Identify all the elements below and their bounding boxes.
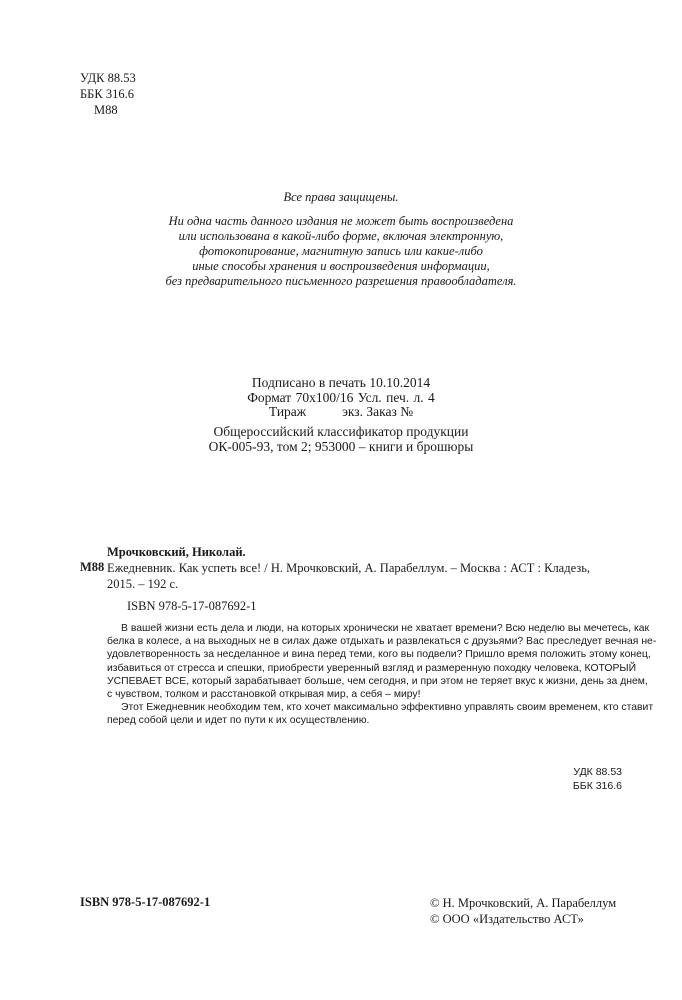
rights-line: фотокопирование, магнитную запись или какие-либо bbox=[199, 244, 483, 258]
author-mark: М88 bbox=[94, 103, 118, 117]
catalog-marker: М88 bbox=[80, 560, 105, 574]
annotation-line: удовлетворенность за несделанное и вина перед теми, кого вы подвели? Пришло время положить этому конец, bbox=[107, 649, 651, 661]
rights-line: или использована в какой-либо форме, включая электронную, bbox=[178, 229, 504, 243]
catalog-author: Мрочковский, Николай. bbox=[107, 545, 246, 559]
rights-notice bbox=[0, 190, 682, 289]
udk-code: УДК 88.53 bbox=[573, 766, 622, 778]
annotation bbox=[107, 622, 657, 728]
annotation-line: В вашей жизни есть дела и люди, на которых хронически не хватает времени? Всю неделю вы мечетесь, как bbox=[121, 623, 650, 634]
rights-heading: Все права защищены. bbox=[283, 190, 399, 204]
rights-line: Ни одна часть данного издания не может быть воспроизведена bbox=[168, 214, 514, 228]
signed-date: Подписано в печать 10.10.2014 bbox=[251, 375, 431, 390]
catalog-line: Ежедневник. Как успеть все! / Н. Мрочковский, А. Парабеллум. – Москва : АСТ : Кладезь, bbox=[107, 561, 591, 575]
annotation-line: перед собой цели и идет по пути к их осуществлению. bbox=[107, 715, 370, 727]
bbk-code: ББК 316.6 bbox=[80, 87, 134, 101]
footer-isbn: ISBN 978-5-17-087692-1 bbox=[80, 895, 211, 909]
annotation-line: Этот Ежедневник необходим тем, кто хочет максимально эффективно управлять своим временем, кто ставит bbox=[121, 702, 654, 714]
classification-top bbox=[80, 70, 136, 118]
product-classifier bbox=[0, 424, 682, 454]
copyright-publisher: © ООО «Издательство АСТ» bbox=[430, 912, 584, 926]
copyright-block bbox=[430, 895, 616, 927]
classification-bottom bbox=[573, 765, 622, 793]
circulation-label: Тираж bbox=[268, 404, 307, 419]
circulation-line bbox=[0, 405, 682, 420]
classifier-line: Общероссийский классификатор продукции bbox=[213, 424, 469, 439]
order-label: экз. Заказ № bbox=[342, 404, 414, 419]
annotation-line: избавиться от стресса и спешки, приобрести уверенный взгляд и размеренную походку человека, КОТОРЫЙ bbox=[107, 662, 637, 674]
rights-line: без предварительного письменного разрешения правообладателя. bbox=[165, 274, 517, 288]
rights-line: иные способы хранения и воспроизведения информации, bbox=[192, 259, 490, 273]
format-info: Формат 70x100/16 Усл. печ. л. 4 bbox=[247, 389, 435, 405]
annotation-line: УСПЕВАЕТ ВСЕ, который зарабатывает больше, чем сегодня, и при этом не теряет вкус к жизни, день за днем, bbox=[107, 675, 648, 687]
catalog-line: 2015. – 192 с. bbox=[107, 577, 179, 591]
bbk-code: ББК 316.6 bbox=[572, 780, 622, 792]
print-info bbox=[0, 376, 682, 420]
annotation-line: с чувством, толком и расстановкой открывая мир, а себя – миру! bbox=[107, 689, 421, 701]
catalog-description bbox=[107, 560, 621, 592]
annotation-line: белка в колесе, а на выходных не в силах даже отдыхать и развлекаться с друзьями? Вас преследует вечная не- bbox=[107, 636, 657, 648]
udk-code: УДК 88.53 bbox=[80, 71, 136, 85]
catalog-isbn: ISBN 978-5-17-087692-1 bbox=[127, 599, 257, 613]
copyright-authors: © Н. Мрочковский, А. Парабеллум bbox=[430, 896, 617, 910]
classifier-line: ОК-005-93, том 2; 953000 – книги и брошюры bbox=[208, 439, 474, 454]
